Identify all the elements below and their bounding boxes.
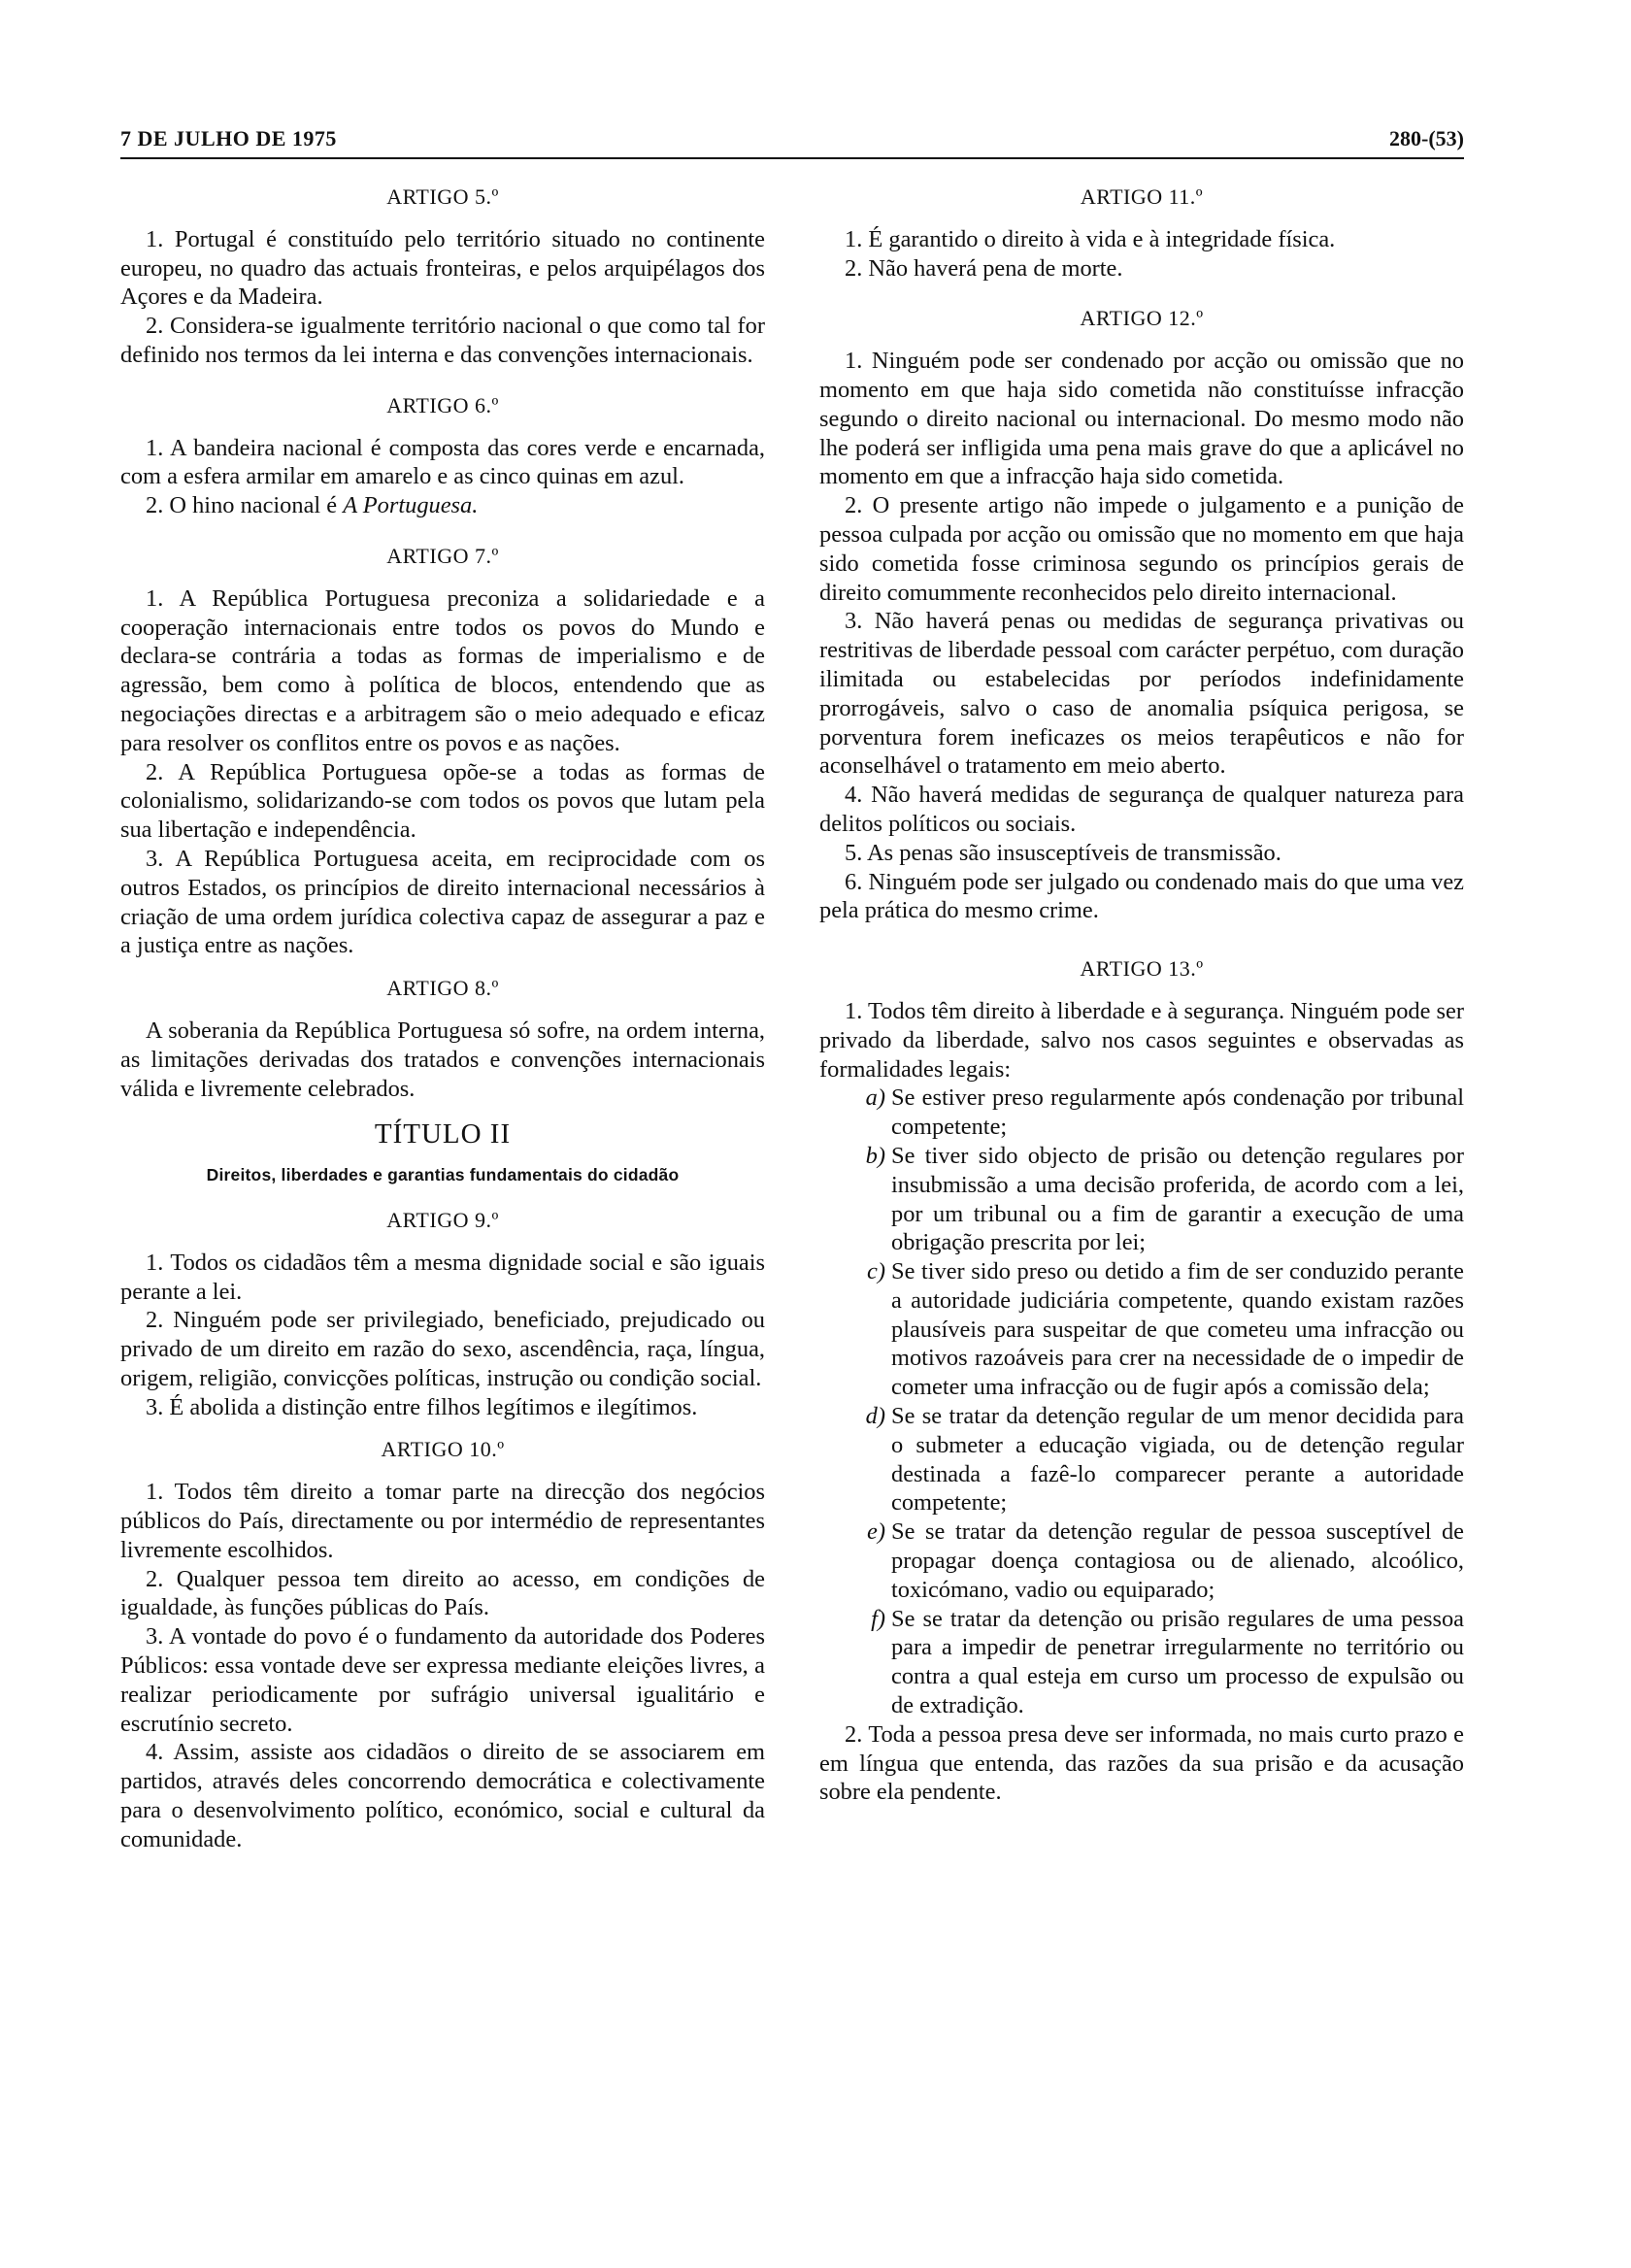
article-13-heading: ARTIGO 13.º: [1080, 956, 1204, 982]
article-6-paragraph-2: [120, 491, 765, 520]
page-header: [120, 115, 1464, 159]
article-12-paragraph-2: 2. O presente artigo não impede o julgamento e a punição de pessoa culpada por acção ou omissão que no momento em que haja sido cometida fosse criminosa segundo os princípios gerais de direito comummente reconhecidos pelo direito internacional.: [819, 492, 1464, 606]
item-d-text: Se se tratar da detenção regular de um menor decidida para o submeter a educação vigiada, ou de detenção regular destinada a fazê-lo comparecer perante a autoridade competente;: [891, 1403, 1464, 1517]
article-12-paragraph-1: 1. Ninguém pode ser condenado por acção ou omissão que no momento em que haja sido cometida não constituísse infracção segundo o direito nacional ou internacional. Do mesmo modo não lhe poderá ser infligida uma pena mais grave do que a aplicável no momento em que a infracção haja sido cometida.: [819, 348, 1464, 490]
item-b-text: Se tiver sido objecto de prisão ou detenção regulares por insubmissão a uma decisão proferida, de acordo com a lei, por um tribunal ou a fim de garantir a execução de uma obrigação prescrita por lei;: [891, 1142, 1464, 1256]
article-5-heading: ARTIGO 5.º: [386, 184, 499, 209]
article-5-paragraph-2: 2. Considera-se igualmente território nacional o que como tal for definido nos termos da lei interna e das convenções internacionais.: [120, 313, 765, 368]
article-8-heading: ARTIGO 8.º: [386, 976, 499, 1001]
title-ii-subtitle: Direitos, liberdades e garantias fundamentais do cidadão: [206, 1165, 680, 1185]
article-10-paragraph-3: 3. A vontade do povo é o fundamento da autoridade dos Poderes Públicos: essa vontade deve ser expressa mediante eleições livres, a realizar periodicamente por sufrágio universal igualitário e escrutínio secreto.: [120, 1623, 765, 1737]
article-12-paragraph-6: 6. Ninguém pode ser julgado ou condenado mais do que uma vez pela prática do mesmo crime.: [819, 868, 1464, 924]
article-10-heading: ARTIGO 10.º: [381, 1437, 505, 1462]
left-column: [120, 183, 765, 1854]
article-9-paragraph-2: 2. Ninguém pode ser privilegiado, beneficiado, prejudicado ou privado de um direito em razão do sexo, ascendência, raça, língua, origem, religião, convicções políticas, instrução ou condição social.: [120, 1307, 765, 1391]
article-13-item-b: [852, 1142, 1464, 1257]
article-6-heading: ARTIGO 6.º: [386, 392, 499, 417]
article-13-item-a: [852, 1084, 1464, 1142]
article-13-item-d: [852, 1402, 1464, 1518]
article-12-paragraph-5: 5. As penas são insusceptíveis de transmissão.: [845, 839, 1282, 866]
item-d-label: d): [865, 1403, 885, 1430]
article-9-paragraph-3: 3. É abolida a distinção entre filhos legítimos e ilegítimos.: [146, 1393, 698, 1420]
article-9-paragraph-1: 1. Todos os cidadãos têm a mesma dignidade social e são iguais perante a lei.: [120, 1249, 765, 1305]
right-column: [819, 183, 1464, 1807]
article-7-paragraph-2: 2. A República Portuguesa opõe-se a todas as formas de colonialismo, solidarizando-se com todos os povos que lutam pela sua libertação e independência.: [120, 758, 765, 844]
article-7-heading: ARTIGO 7.º: [386, 543, 499, 568]
title-ii: TÍTULO II: [374, 1118, 512, 1151]
article-13-item-c: [852, 1257, 1464, 1402]
article-13-item-e: [852, 1518, 1464, 1604]
article-11-paragraph-1: 1. É garantido o direito à vida e à integridade física.: [845, 225, 1336, 252]
item-a-text: Se estiver preso regularmente após condenação por tribunal competente;: [891, 1084, 1464, 1141]
article-13-item-f: [852, 1605, 1464, 1720]
item-c-text: Se tiver sido preso ou detido a fim de ser conduzido perante a autoridade judiciária competente, quando existam razões plausíveis para suspeitar de que cometeu uma infracção ou motivos razoáveis para crer na necessidade de o impedir de cometer uma infracção ou de fugir após a comissão dela;: [891, 1258, 1464, 1401]
article-6-paragraph-1: 1. A bandeira nacional é composta das cores verde e encarnada, com a esfera armilar em amarelo e as cinco quinas em azul.: [120, 434, 765, 490]
item-b-label: b): [865, 1142, 885, 1169]
anthem-name: A Portuguesa.: [343, 492, 479, 519]
article-9-heading: ARTIGO 9.º: [386, 1207, 499, 1232]
article-13-paragraph-1: 1. Todos têm direito à liberdade e à segurança. Ninguém pode ser privado da liberdade, salvo nos casos seguintes e observadas as formalidades legais:: [819, 997, 1464, 1083]
header-page-number: 280-(53): [1389, 126, 1464, 150]
header-date: 7 DE JULHO DE 1975: [120, 126, 337, 150]
article-8-paragraph-1: A soberania da República Portuguesa só sofre, na ordem interna, as limitações derivadas dos tratados e convenções internacionais válida e livremente celebrados.: [120, 1017, 765, 1102]
article-7-paragraph-3: 3. A República Portuguesa aceita, em reciprocidade com os outros Estados, os princípios de direito internacional necessários à criação de uma ordem jurídica colectiva capaz de assegurar a paz e a justiça entre as nações.: [120, 845, 765, 959]
article-10-paragraph-4: 4. Assim, assiste aos cidadãos o direito de se associarem em partidos, através deles concorrendo democrática e colectivamente para o desenvolvimento político, económico, social e cultural da comunidade.: [120, 1739, 765, 1852]
article-13-paragraph-2: 2. Toda a pessoa presa deve ser informada, no mais curto prazo e em língua que entenda, das razões da sua prisão e da acusação sobre ela pendente.: [819, 1720, 1464, 1806]
article-12-paragraph-4: 4. Não haverá medidas de segurança de qualquer natureza para delitos políticos ou sociais.: [819, 782, 1464, 837]
item-e-label: e): [867, 1518, 885, 1546]
article-5-paragraph-1: 1. Portugal é constituído pelo território situado no continente europeu, no quadro das actuais fronteiras, e pelos arquipélagos dos Açores e da Madeira.: [120, 225, 765, 311]
article-7-paragraph-1: 1. A República Portuguesa preconiza a solidariedade e a cooperação internacionais entre todos os povos do Mundo e declara-se contrária a todas as formas de imperialismo e de agressão, bem como à política de blocos, entendendo que as negociações directas e a arbitragem são o meio adequado e eficaz para resolver os conflitos entre os povos e as nações.: [120, 584, 765, 756]
article-10-paragraph-2: 2. Qualquer pessoa tem direito ao acesso, em condições de igualdade, às funções públicas do País.: [120, 1565, 765, 1621]
article-11-heading: ARTIGO 11.º: [1080, 184, 1204, 209]
article-6-paragraph-2-text: 2. O hino nacional é: [146, 492, 344, 519]
article-12-paragraph-3: 3. Não haverá penas ou medidas de segurança privativas ou restritivas de liberdade pessoal com carácter perpétuo, com duração ilimitada ou estabelecidas por períodos indefinidamente prorrogáveis, salvo o caso de anomalia psíquica perigosa, se porventura forem ineficazes os meios terapêuticos e não for aconselhável o tratamento em meio aberto.: [819, 608, 1464, 780]
article-10-paragraph-1: 1. Todos têm direito a tomar parte na direcção dos negócios públicos do País, directamente ou por intermédio de representantes livremente escolhidos.: [120, 1479, 765, 1563]
item-e-text: Se se tratar da detenção regular de pessoa susceptível de propagar doença contagiosa ou de alienado, alcoólico, toxicómano, vadio ou equiparado;: [891, 1518, 1464, 1603]
article-12-heading: ARTIGO 12.º: [1080, 306, 1204, 331]
article-11-paragraph-2: 2. Não haverá pena de morte.: [845, 254, 1123, 282]
item-f-label: f): [871, 1605, 885, 1632]
item-c-label: c): [867, 1258, 885, 1285]
item-a-label: a): [865, 1084, 885, 1112]
item-f-text: Se se tratar da detenção ou prisão regulares de uma pessoa para a impedir de penetrar irregularmente no território ou contra a qual esteja em curso um processo de expulsão ou de extradição.: [891, 1605, 1464, 1719]
